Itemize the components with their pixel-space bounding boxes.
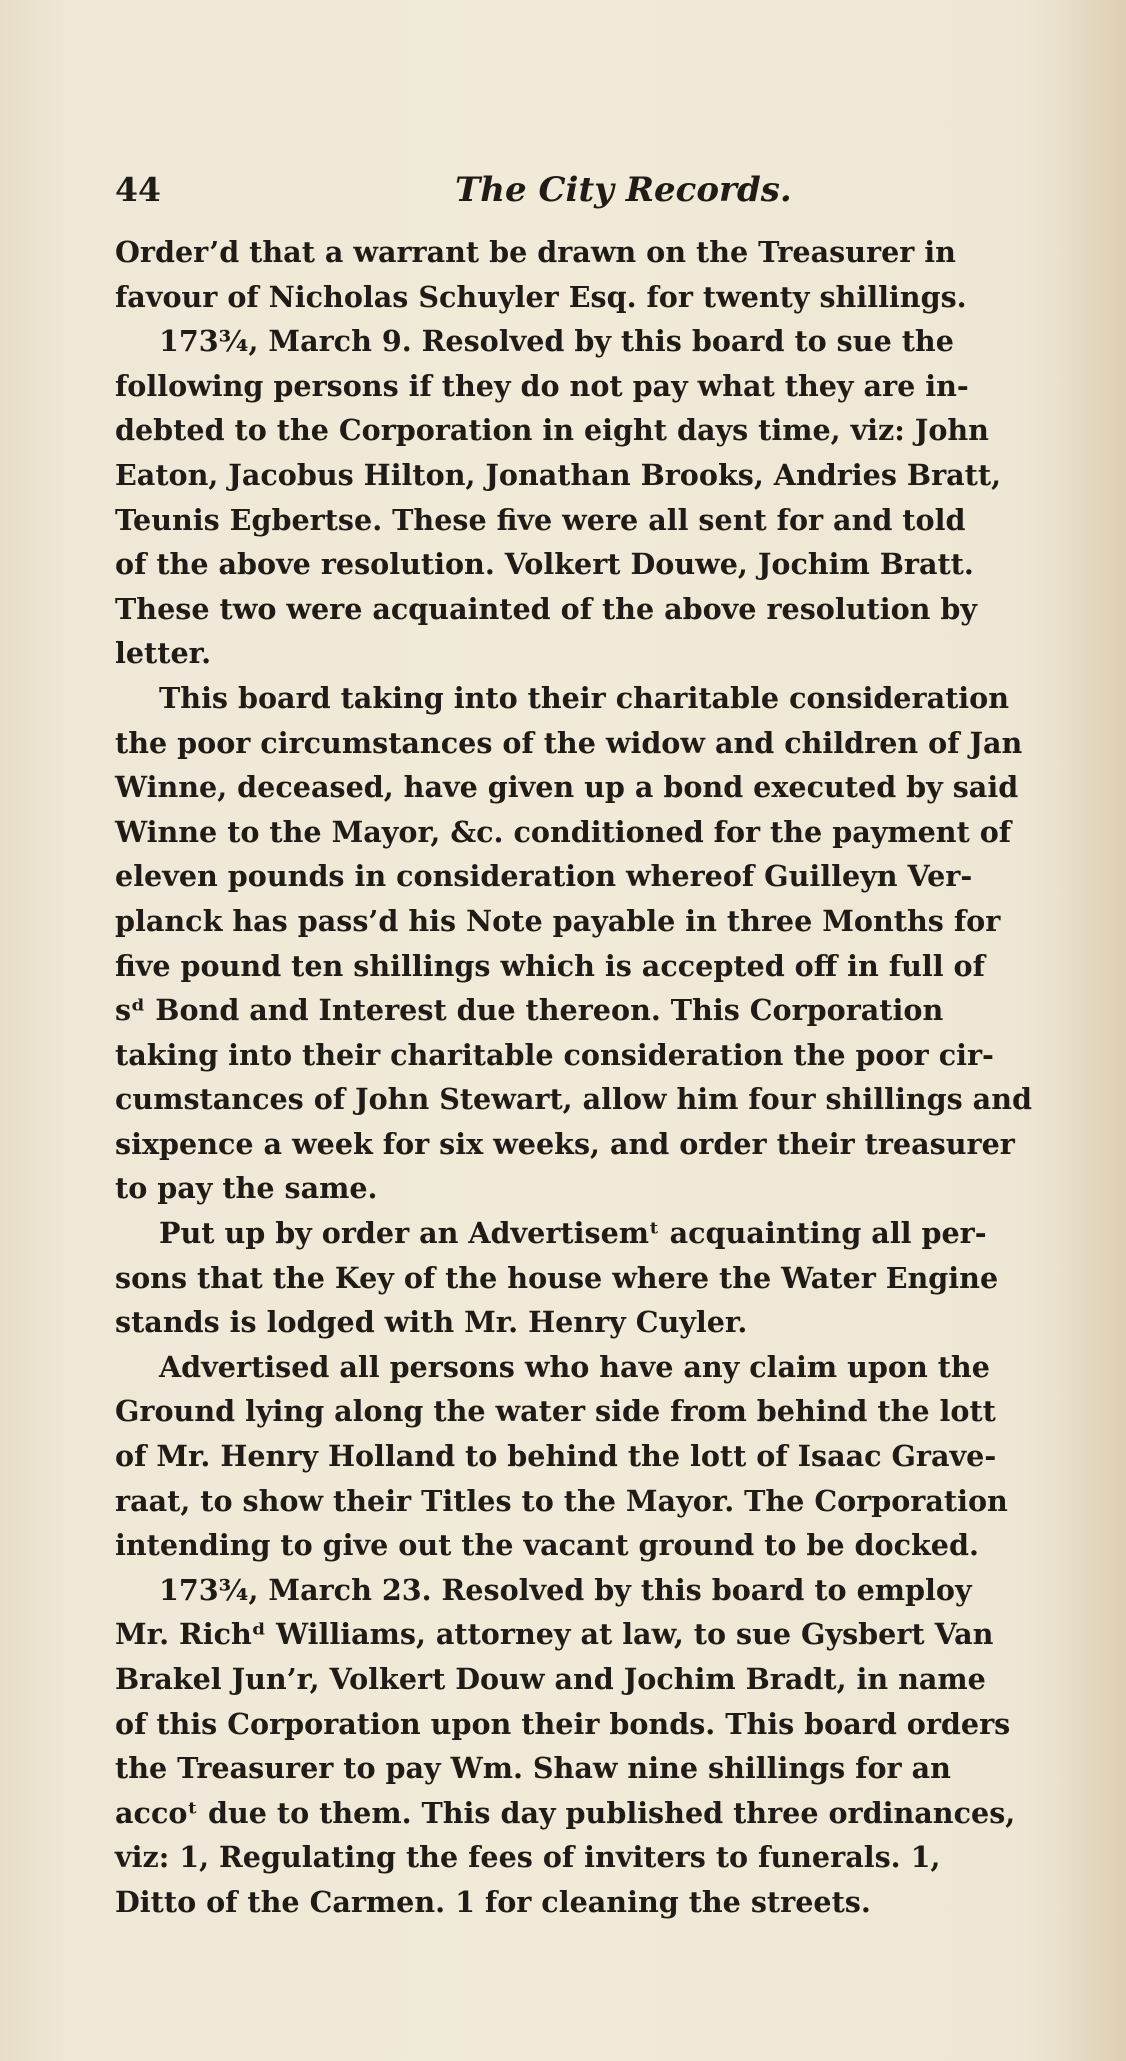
text-line: favour of Nicholas Schuyler Esq. for twenty shillings. bbox=[115, 279, 967, 314]
text-line: raat, to show their Titles to the Mayor. The Corporation bbox=[115, 1483, 1008, 1518]
text-line: Ground lying along the water side from behind the lott bbox=[115, 1394, 996, 1429]
page-edge-shading bbox=[1056, 0, 1126, 2061]
text-line: intending to give out the vacant ground to be docked. bbox=[115, 1528, 979, 1563]
text-line: the Treasurer to pay Wm. Shaw nine shillings for an bbox=[115, 1751, 951, 1786]
text-line: Teunis Egbertse. These five were all sent for and told bbox=[115, 502, 966, 537]
body-text bbox=[115, 230, 1065, 1925]
text-line: following persons if they do not pay what they are in- bbox=[115, 368, 969, 403]
text-line: taking into their charitable consideration the poor cir- bbox=[115, 1037, 994, 1072]
text-line: Advertised all persons who have any claim upon the bbox=[159, 1349, 990, 1384]
text-line: planck has pass’d his Note payable in three Months for bbox=[115, 903, 1001, 938]
text-line: Mr. Richᵈ Williams, attorney at law, to sue Gysbert Van bbox=[115, 1617, 994, 1652]
text-line: 173¾, March 23. Resolved by this board to employ bbox=[159, 1572, 972, 1607]
text-line: letter. bbox=[115, 636, 212, 671]
text-line: of the above resolution. Volkert Douwe, Jochim Bratt. bbox=[115, 547, 974, 582]
text-line: the poor circumstances of the widow and children of Jan bbox=[115, 725, 1023, 760]
page-header bbox=[115, 170, 995, 220]
text-line: This board taking into their charitable consideration bbox=[159, 680, 1010, 715]
text-line: five pound ten shillings which is accepted off in full of bbox=[115, 948, 985, 983]
text-line: to pay the same. bbox=[115, 1171, 378, 1206]
running-title: The City Records. bbox=[455, 170, 792, 210]
text-line: accoᵗ due to them. This day published three ordinances, bbox=[115, 1795, 1016, 1830]
text-line: Brakel Jun’r, Volkert Douw and Jochim Bradt, in name bbox=[115, 1662, 986, 1696]
text-line: sons that the Key of the house where the Water Engine bbox=[115, 1260, 999, 1295]
text-line: sixpence a week for six weeks, and order their treasurer bbox=[115, 1126, 1015, 1161]
text-line: of this Corporation upon their bonds. This board orders bbox=[115, 1706, 1011, 1741]
text-line: stands is lodged with Mr. Henry Cuyler. bbox=[115, 1305, 748, 1340]
text-line: Order’d that a warrant be drawn on the Treasurer in bbox=[115, 235, 956, 269]
text-line: Ditto of the Carmen. 1 for cleaning the streets. bbox=[115, 1884, 871, 1919]
text-line: viz: 1, Regulating the fees of inviters to funerals. 1, bbox=[115, 1840, 941, 1875]
text-line: sᵈ Bond and Interest due thereon. This Corporation bbox=[115, 993, 944, 1028]
text-line: Put up by order an Advertisemᵗ acquainting all per- bbox=[159, 1216, 987, 1251]
text-line: Winne to the Mayor, &c. conditioned for the payment of bbox=[115, 814, 1012, 849]
text-line: 173¾, March 9. Resolved by this board to sue the bbox=[159, 324, 954, 359]
text-line: debted to the Corporation in eight days time, viz: John bbox=[115, 413, 989, 448]
text-line: cumstances of John Stewart, allow him four shillings and bbox=[115, 1082, 1032, 1117]
text-line: Eaton, Jacobus Hilton, Jonathan Brooks, Andries Bratt, bbox=[115, 457, 1002, 492]
text-line: These two were acquainted of the above resolution by bbox=[115, 591, 978, 626]
text-line: eleven pounds in consideration whereof Guilleyn Ver- bbox=[115, 859, 973, 894]
page-number: 44 bbox=[115, 170, 161, 209]
text-line: Winne, deceased, have given up a bond executed by said bbox=[115, 770, 1019, 805]
text-line: of Mr. Henry Holland to behind the lott of Isaac Grave- bbox=[115, 1439, 997, 1474]
